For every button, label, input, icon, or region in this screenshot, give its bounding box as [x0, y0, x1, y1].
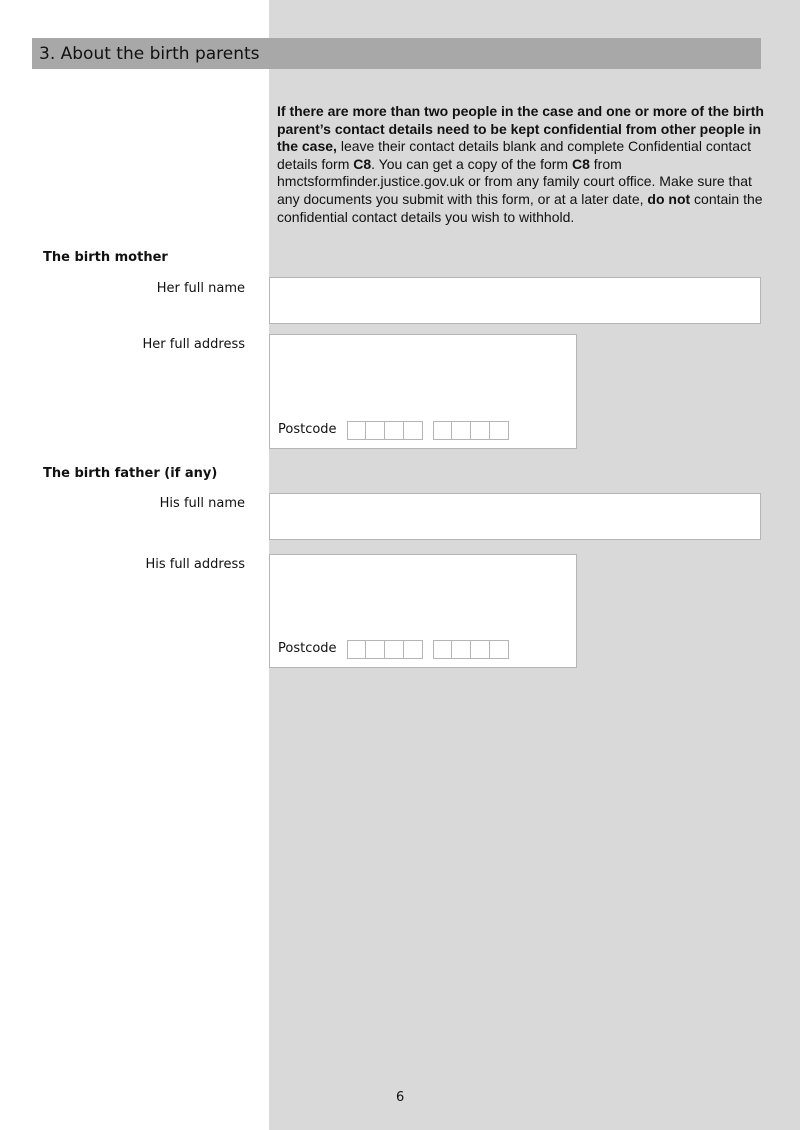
birth-father-heading: The birth father (if any) [43, 466, 218, 481]
postcode-char-box[interactable] [490, 640, 509, 659]
mother-address-field[interactable] [269, 334, 577, 449]
postcode-char-box[interactable] [404, 421, 423, 440]
instructions-text-4: contain the confidential contact details you wish to withhold. [277, 190, 763, 225]
confidentiality-instructions [277, 103, 767, 226]
mother-postcode-label: Postcode [278, 422, 337, 437]
postcode-char-box[interactable] [366, 640, 385, 659]
postcode-char-box[interactable] [471, 421, 490, 440]
mother-address-label: Her full address [142, 337, 245, 352]
instructions-text-2: . You can get a copy of the form [371, 155, 572, 172]
mother-postcode-outward[interactable] [347, 421, 423, 440]
postcode-char-box[interactable] [347, 421, 366, 440]
postcode-char-box[interactable] [433, 421, 452, 440]
birth-mother-heading: The birth mother [43, 250, 168, 265]
postcode-char-box[interactable] [452, 640, 471, 659]
postcode-char-box[interactable] [471, 640, 490, 659]
instructions-bold-4: do not [647, 190, 691, 207]
mother-postcode-inward[interactable] [433, 421, 509, 440]
instructions-bold-1: If there are more than two people in the case and one or more of the birth parent’s contact details need to be kept confidential from other people in the case, [277, 103, 764, 155]
postcode-char-box[interactable] [404, 640, 423, 659]
father-address-field[interactable] [269, 554, 577, 668]
mother-postcode-row [278, 420, 509, 440]
father-postcode-outward[interactable] [347, 640, 423, 659]
mother-name-field[interactable] [269, 277, 761, 324]
postcode-char-box[interactable] [385, 421, 404, 440]
postcode-char-box[interactable] [490, 421, 509, 440]
instructions-text-1: leave their contact details blank and complete Confidential contact details form [277, 138, 751, 172]
page-number: 6 [396, 1090, 405, 1105]
mother-name-label: Her full name [156, 281, 245, 296]
instructions-text-3: from hmctsformfinder.justice.gov.uk or from any family court office. Make sure that any documents you submit with this form, or at a later date, [277, 155, 752, 207]
section-header [32, 38, 761, 69]
father-postcode-label: Postcode [278, 641, 337, 656]
father-postcode-row [278, 639, 509, 659]
postcode-char-box[interactable] [366, 421, 385, 440]
father-postcode-inward[interactable] [433, 640, 509, 659]
section-title: 3. About the birth parents [39, 44, 260, 64]
instructions-bold-2: C8 [353, 155, 372, 172]
father-name-label: His full name [159, 496, 245, 511]
postcode-char-box[interactable] [385, 640, 404, 659]
postcode-char-box[interactable] [433, 640, 452, 659]
postcode-char-box[interactable] [347, 640, 366, 659]
postcode-char-box[interactable] [452, 421, 471, 440]
instructions-bold-3: C8 [571, 155, 590, 172]
father-address-label: His full address [145, 557, 245, 572]
father-name-field[interactable] [269, 493, 761, 540]
